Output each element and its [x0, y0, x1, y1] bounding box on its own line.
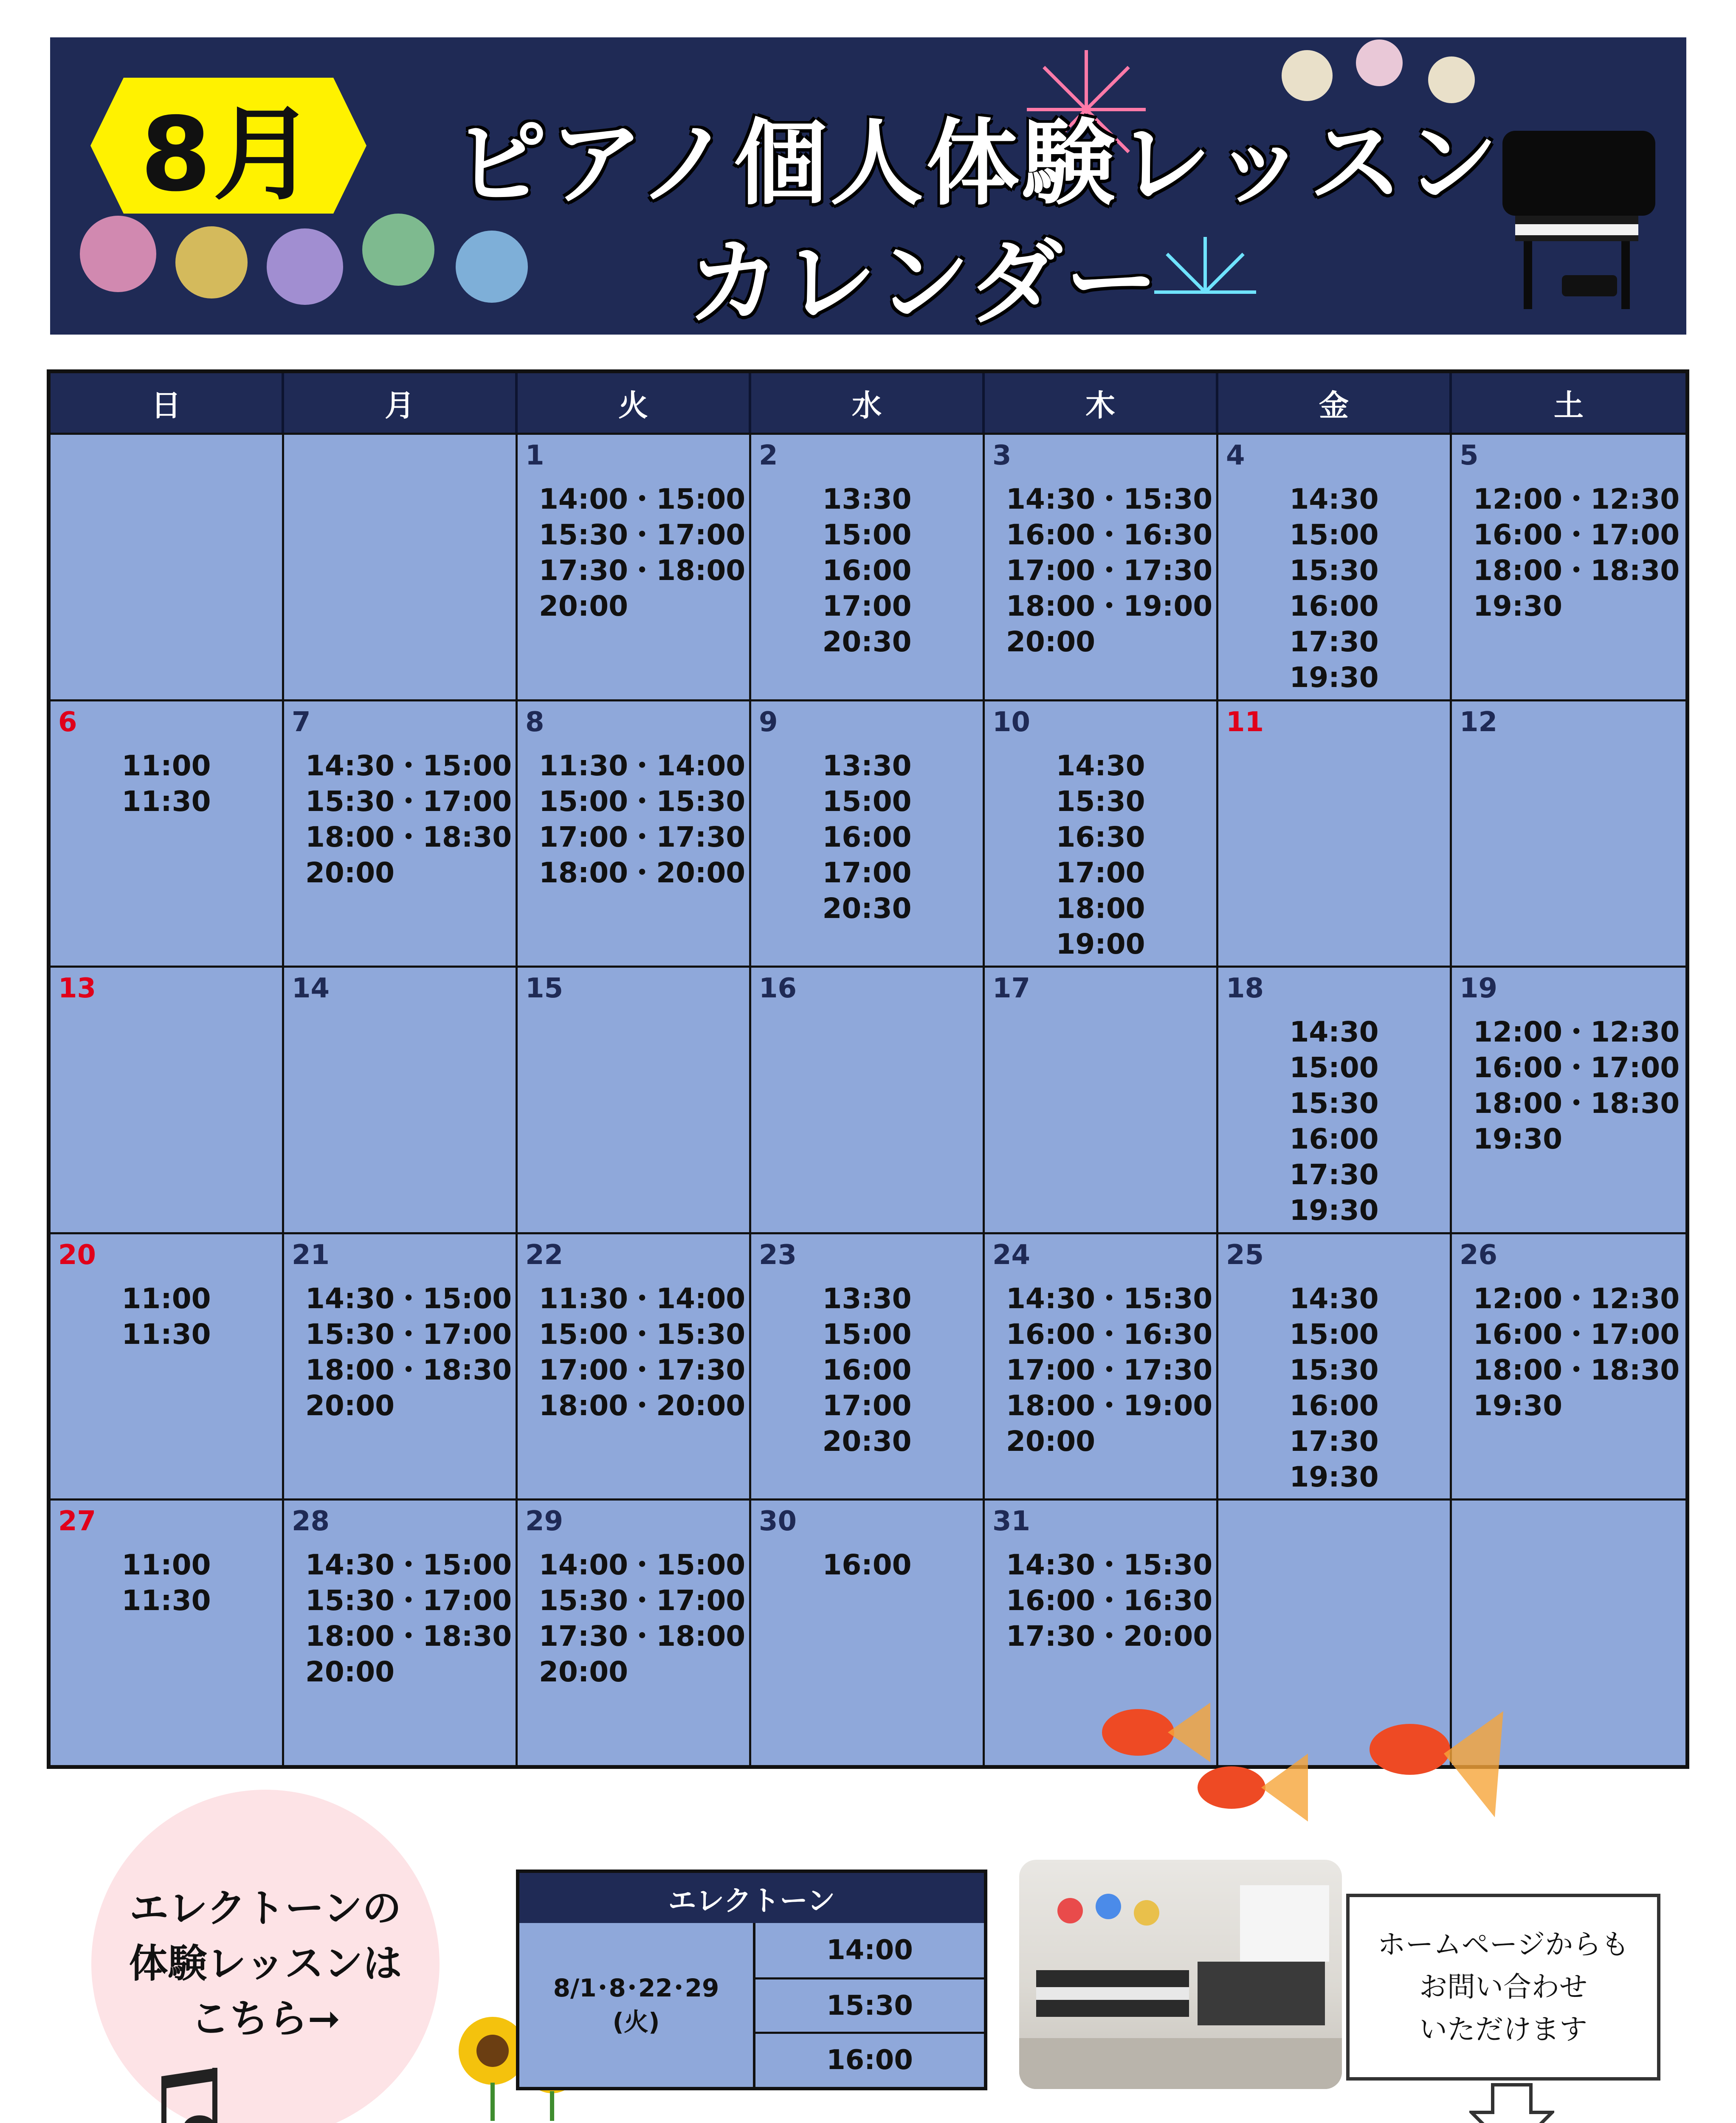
day-number: 16: [759, 973, 797, 1005]
weekday-tue: 火: [518, 373, 751, 433]
calendar-day-cell: [51, 966, 284, 1232]
calendar-day-cell: [1218, 433, 1452, 699]
page-subtitle: カレンダー: [687, 228, 1161, 335]
lesson-time-slots: 14:30・15:00 15:30・17:00 18:00・18:30 20:00: [305, 1549, 512, 1689]
day-number: 4: [1226, 440, 1245, 471]
calendar-day-cell: [1452, 433, 1685, 699]
day-number: 1: [525, 440, 544, 471]
calendar-day-cell: [1218, 1232, 1452, 1499]
calendar-day-cell: [985, 699, 1218, 966]
calendar-day-cell: [751, 1498, 985, 1765]
day-number: 6: [58, 706, 77, 738]
weekday-thu: 木: [985, 373, 1218, 433]
lesson-time-slots: 14:30・15:30 16:00・16:30 17:00・17:30 18:00・19:00 20:00: [1006, 1282, 1213, 1458]
calendar-day-cell: [284, 966, 518, 1232]
electone-info-text: エレクトーンの 体験レッスンは こちら➞: [129, 1886, 402, 2041]
day-number: 5: [1460, 440, 1479, 471]
homepage-note: [1346, 1894, 1660, 2081]
calendar-day-cell: [518, 699, 751, 966]
day-number: 31: [992, 1506, 1031, 1537]
lesson-time-slots: 11:30・14:00 15:00・15:30 17:00・17:30 18:00・20:00: [539, 749, 746, 889]
music-note-icon: [127, 2068, 229, 2123]
calendar-day-cell: [51, 1232, 284, 1499]
classroom-illustration: [1019, 1860, 1342, 2089]
lesson-time-slots: 13:30 15:00 16:00 17:00 20:30: [822, 749, 912, 925]
electone-time-slot: 15:30: [755, 1977, 984, 2032]
day-number: 3: [992, 440, 1012, 471]
weekday-mon: 月: [284, 373, 518, 433]
lesson-time-slots: 11:00 11:30: [121, 1549, 211, 1617]
day-number: 20: [58, 1239, 96, 1271]
lesson-time-slots: 14:00・15:00 15:30・17:00 17:30・18:00 20:00: [539, 1549, 746, 1689]
calendar-day-cell: [518, 1232, 751, 1499]
calendar: [47, 369, 1689, 1769]
day-number: 10: [992, 706, 1031, 738]
lesson-time-slots: 11:00 11:30: [121, 749, 211, 818]
calendar-day-cell: [518, 1498, 751, 1765]
lesson-time-slots: 14:30 15:00 15:30 16:00 17:30 19:30: [1289, 483, 1379, 694]
day-number: 9: [759, 706, 778, 738]
weekday-wed: 水: [751, 373, 985, 433]
lesson-time-slots: 14:30 15:30 16:30 17:00 18:00 19:00: [1056, 749, 1145, 960]
down-arrow-icon: [1469, 2083, 1554, 2123]
calendar-day-cell: [985, 966, 1218, 1232]
weekday-sun: 日: [51, 373, 284, 433]
calendar-day-cell: [1218, 966, 1452, 1232]
goldfish-decoration: [1070, 1664, 1580, 1868]
homepage-note-text: ホームページからも お問い合わせ いただけます: [1377, 1928, 1629, 2046]
day-number: 24: [992, 1239, 1031, 1271]
day-number: 19: [1460, 973, 1498, 1005]
electone-time-slot: 14:00: [826, 1934, 913, 1966]
page-title: ピアノ個人体験レッスン: [454, 109, 1501, 218]
calendar-grid: [51, 433, 1685, 1765]
calendar-day-cell: [284, 1498, 518, 1765]
day-number: 17: [992, 973, 1031, 1005]
calendar-day-cell: [284, 433, 518, 699]
lesson-time-slots: 14:00・15:00 15:30・17:00 17:30・18:00 20:00: [539, 483, 746, 622]
day-number: 27: [58, 1506, 96, 1537]
calendar-day-cell: [284, 699, 518, 966]
lesson-time-slots: 14:30 15:00 15:30 16:00 17:30 19:30: [1289, 1016, 1379, 1227]
calendar-day-cell: [985, 1232, 1218, 1499]
calendar-day-cell: [751, 1232, 985, 1499]
day-number: 11: [1226, 706, 1264, 738]
lesson-time-slots: 14:30 15:00 15:30 16:00 17:30 19:30: [1289, 1282, 1379, 1493]
lesson-time-slots: 12:00・12:30 16:00・17:00 18:00・18:30 19:30: [1473, 1282, 1680, 1422]
day-number: 14: [292, 973, 330, 1005]
calendar-day-cell: [1452, 966, 1685, 1232]
electone-table-title: エレクトーン: [519, 1873, 984, 1923]
day-number: 15: [525, 973, 564, 1005]
day-number: 30: [759, 1506, 797, 1537]
calendar-day-cell: [518, 433, 751, 699]
lesson-time-slots: 14:30・15:00 15:30・17:00 18:00・18:30 20:00: [305, 1282, 512, 1422]
day-number: 23: [759, 1239, 797, 1271]
calendar-day-cell: [1218, 699, 1452, 966]
month-label: 8月: [140, 95, 317, 214]
lesson-time-slots: 11:00 11:30: [121, 1282, 211, 1351]
weekday-sat: 土: [1554, 388, 1584, 423]
calendar-day-cell: [518, 966, 751, 1232]
header-banner: [50, 37, 1686, 335]
day-number: 8: [525, 706, 544, 738]
lesson-time-slots: 14:30・15:30 16:00・16:30 17:30・20:00: [1006, 1549, 1213, 1653]
month-badge: [90, 78, 366, 214]
day-number: 26: [1460, 1239, 1498, 1271]
lesson-time-slots: 12:00・12:30 16:00・17:00 18:00・18:30 19:30: [1473, 1016, 1680, 1156]
calendar-day-cell: [51, 433, 284, 699]
calendar-day-cell: [1452, 1232, 1685, 1499]
calendar-day-cell: [751, 699, 985, 966]
day-number: 2: [759, 440, 778, 471]
calendar-day-cell: [284, 1232, 518, 1499]
lesson-time-slots: 13:30 15:00 16:00 17:00 20:30: [822, 483, 912, 658]
day-number: 28: [292, 1506, 330, 1537]
calendar-weekday-header: [51, 373, 1685, 433]
lesson-time-slots: 13:30 15:00 16:00 17:00 20:30: [822, 1282, 912, 1458]
lesson-time-slots: 16:00: [822, 1549, 912, 1582]
electone-time-slot: 16:00: [755, 2032, 984, 2086]
day-number: 21: [292, 1239, 330, 1271]
lesson-time-slots: 12:00・12:30 16:00・17:00 18:00・18:30 19:30: [1473, 483, 1680, 622]
lesson-time-slots: 14:30・15:00 15:30・17:00 18:00・18:30 20:00: [305, 749, 512, 889]
calendar-day-cell: [51, 699, 284, 966]
calendar-day-cell: [985, 433, 1218, 699]
day-number: 7: [292, 706, 311, 738]
calendar-day-cell: [751, 433, 985, 699]
day-number: 25: [1226, 1239, 1264, 1271]
lesson-time-slots: 11:30・14:00 15:00・15:30 17:00・17:30 18:00・20:00: [539, 1282, 746, 1422]
weekday-fri: 金: [1218, 373, 1452, 433]
day-number: 13: [58, 973, 96, 1005]
electone-dates: 8/1･8･22･29 (火): [519, 1923, 755, 2087]
calendar-day-cell: [51, 1498, 284, 1765]
classroom-photo: [1019, 1860, 1342, 2089]
day-number: 18: [1226, 973, 1264, 1005]
calendar-day-cell: [751, 966, 985, 1232]
calendar-day-cell: [1452, 699, 1685, 966]
lesson-time-slots: 14:30・15:30 16:00・16:30 17:00・17:30 18:00・19:00 20:00: [1006, 483, 1213, 658]
electone-schedule-table: [516, 1870, 987, 2090]
day-number: 22: [525, 1239, 564, 1271]
day-number: 12: [1460, 706, 1498, 738]
day-number: 29: [525, 1506, 564, 1537]
